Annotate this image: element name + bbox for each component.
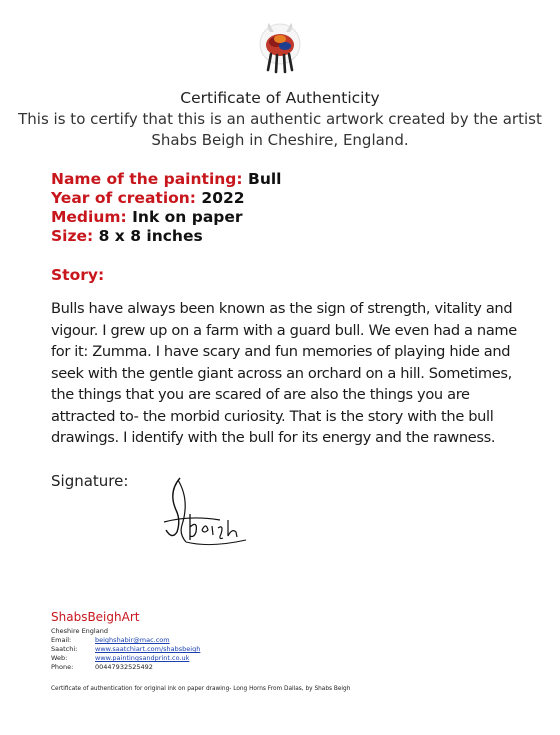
field-value: 2022 <box>201 189 245 207</box>
signature-image <box>150 470 260 570</box>
bull-logo-icon <box>256 20 304 76</box>
website-link[interactable]: www.paintingsandprint.co.uk <box>95 654 190 662</box>
field-label: Year of creation: <box>51 189 197 207</box>
brand-name: ShabsBeighArt <box>51 610 140 624</box>
contact-row-email <box>51 636 200 645</box>
signature-label: Signature: <box>51 472 129 490</box>
story-text: Bulls have always been known as the sign of strength, vitality and vigour. I grew up on a farm with a guard bull. We even had a name for it: Zumma. I have scary and fun memories of playing hide and seek with the gentle giant across an orchard on a hill. Sometimes, the things that you are scared of are also the things you are attracted to- the morbid curiosity. That is the story with the bull drawings. I identify with the bull for its energy and the rawness. <box>51 300 517 446</box>
field-label: Size: <box>51 227 94 245</box>
saatchi-link[interactable]: www.saatchiart.com/shabsbeigh <box>95 645 201 653</box>
field-label: Medium: <box>51 208 127 226</box>
story-heading: Story: <box>51 266 105 284</box>
intro-line-2: Shabs Beigh in Cheshire, England. <box>151 131 409 149</box>
email-link[interactable]: beighshabir@mac.com <box>95 636 170 644</box>
field-size <box>51 227 203 246</box>
field-year <box>51 189 245 208</box>
contact-row-saatchi <box>51 645 200 654</box>
field-medium <box>51 208 243 227</box>
contact-location: Cheshire England <box>51 627 108 635</box>
field-value: Bull <box>248 170 282 188</box>
intro-line-1: This is to certify that this is an authentic artwork created by the artist <box>18 110 542 128</box>
field-label: Name of the painting: <box>51 170 243 188</box>
contact-key: Saatchi: <box>51 645 78 653</box>
contact-key: Web: <box>51 654 68 662</box>
field-value: 8 x 8 inches <box>98 227 203 245</box>
contact-block <box>51 627 200 672</box>
contact-key: Phone: <box>51 663 74 671</box>
contact-key: Email: <box>51 636 72 644</box>
contact-row-web <box>51 654 200 663</box>
field-painting-name <box>51 170 281 189</box>
phone-number: 00447932525492 <box>95 663 153 671</box>
certificate-title: Certificate of Authenticity <box>180 89 380 107</box>
field-value: Ink on paper <box>132 208 243 226</box>
footer-note: Certificate of authentication for original ink on paper drawing- Long Horns From Dallas, by Shabs Beigh <box>51 686 351 692</box>
contact-row-phone <box>51 663 200 672</box>
